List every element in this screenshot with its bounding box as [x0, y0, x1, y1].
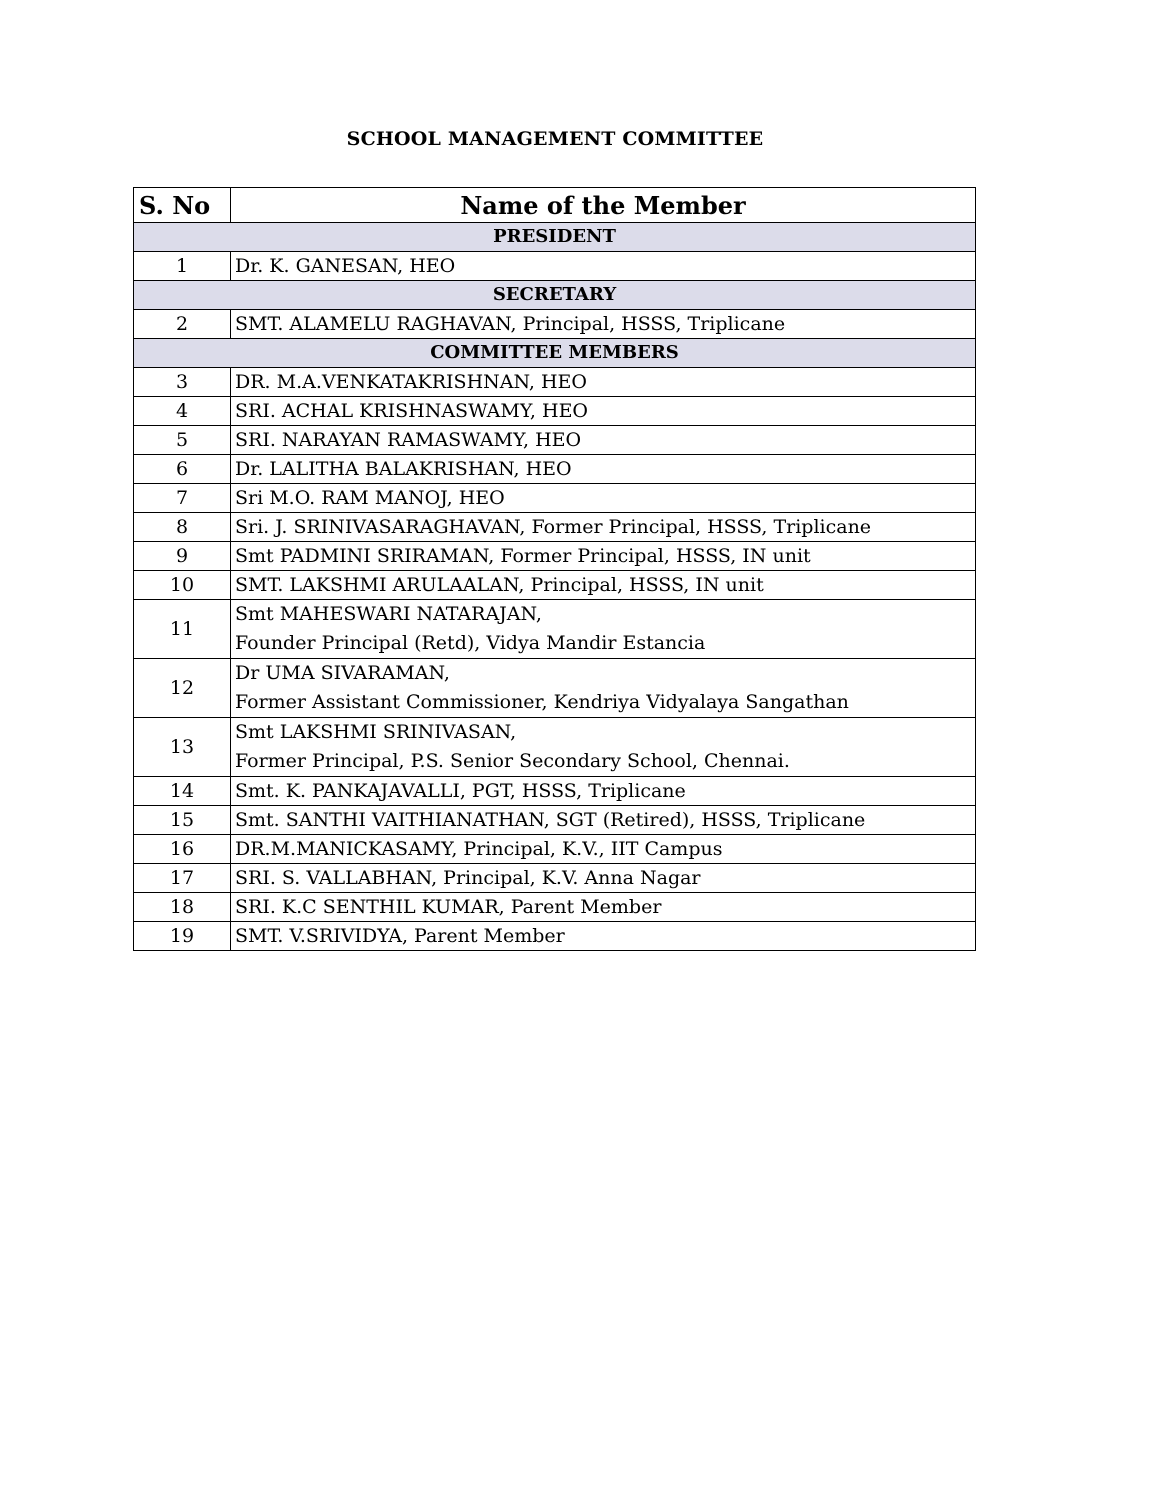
serial-number-cell: 17	[134, 864, 231, 893]
member-name-line: Dr UMA SIVARAMAN,	[235, 662, 450, 684]
table-row	[134, 922, 976, 951]
table-row	[134, 484, 976, 513]
table-row	[134, 310, 976, 339]
serial-number-cell: 8	[134, 513, 231, 542]
member-name-line: SRI. ACHAL KRISHNASWAMY, HEO	[235, 400, 589, 422]
serial-number-cell: 19	[134, 922, 231, 951]
member-name-line: SRI. K.C SENTHIL KUMAR, Parent Member	[235, 896, 662, 918]
member-name-cell	[231, 252, 976, 281]
section-row	[134, 223, 976, 252]
table-row	[134, 397, 976, 426]
serial-number-cell: 10	[134, 571, 231, 600]
serial-number-cell: 12	[134, 659, 231, 718]
section-row	[134, 281, 976, 310]
member-name-line: SRI. S. VALLABHAN, Principal, K.V. Anna Nagar	[235, 867, 701, 889]
member-name-cell	[231, 777, 976, 806]
member-name-cell	[231, 513, 976, 542]
serial-number-cell: 7	[134, 484, 231, 513]
member-name-line: SMT. ALAMELU RAGHAVAN, Principal, HSSS, Triplicane	[235, 313, 786, 335]
serial-number-cell: 15	[134, 806, 231, 835]
table-row	[134, 426, 976, 455]
serial-number-cell: 6	[134, 455, 231, 484]
member-name-line: Founder Principal (Retd), Vidya Mandir Estancia	[235, 632, 706, 654]
member-name-cell	[231, 718, 976, 777]
table-row	[134, 600, 976, 659]
table-row	[134, 455, 976, 484]
member-name-line: Smt PADMINI SRIRAMAN, Former Principal, HSSS, IN unit	[235, 545, 811, 567]
table-row	[134, 777, 976, 806]
member-name-cell	[231, 835, 976, 864]
table-row	[134, 368, 976, 397]
member-name-line: DR.M.MANICKASAMY, Principal, K.V., IIT Campus	[235, 838, 723, 860]
table-row	[134, 571, 976, 600]
member-name-cell	[231, 806, 976, 835]
member-name-line: Smt LAKSHMI SRINIVASAN,	[235, 721, 517, 743]
table-row	[134, 659, 976, 718]
table-row	[134, 542, 976, 571]
member-name-cell	[231, 571, 976, 600]
member-name-cell	[231, 310, 976, 339]
serial-number-cell: 1	[134, 252, 231, 281]
table-row	[134, 835, 976, 864]
section-heading: SECRETARY	[134, 281, 976, 310]
member-name-header: Name of the Member	[231, 188, 976, 223]
member-name-cell	[231, 368, 976, 397]
member-name-line: DR. M.A.VENKATAKRISHNAN, HEO	[235, 371, 587, 393]
serial-number-cell: 2	[134, 310, 231, 339]
member-name-cell	[231, 864, 976, 893]
member-name-cell	[231, 484, 976, 513]
member-name-cell	[231, 455, 976, 484]
member-name-line: Sri M.O. RAM MANOJ, HEO	[235, 487, 505, 509]
table-row	[134, 893, 976, 922]
serial-number-cell: 13	[134, 718, 231, 777]
table-row	[134, 513, 976, 542]
member-name-line: Former Principal, P.S. Senior Secondary School, Chennai.	[235, 750, 790, 772]
member-name-cell	[231, 426, 976, 455]
serial-number-cell: 16	[134, 835, 231, 864]
table-body	[134, 223, 976, 951]
serial-number-cell: 9	[134, 542, 231, 571]
member-name-line: Sri. J. SRINIVASARAGHAVAN, Former Principal, HSSS, Triplicane	[235, 516, 872, 538]
serial-number-cell: 14	[134, 777, 231, 806]
table-row	[134, 806, 976, 835]
serial-number-cell: 3	[134, 368, 231, 397]
serial-number-cell: 18	[134, 893, 231, 922]
member-name-line: Dr. LALITHA BALAKRISHAN, HEO	[235, 458, 572, 480]
member-name-cell	[231, 893, 976, 922]
member-name-line: Smt MAHESWARI NATARAJAN,	[235, 603, 542, 625]
member-name-line: Smt. K. PANKAJAVALLI, PGT, HSSS, Triplicane	[235, 780, 686, 802]
member-name-line: Former Assistant Commissioner, Kendriya Vidyalaya Sangathan	[235, 691, 849, 713]
document-title: SCHOOL MANAGEMENT COMMITTEE	[346, 128, 764, 150]
serial-number-header: S. No	[134, 188, 231, 223]
serial-number-cell: 11	[134, 600, 231, 659]
member-name-cell	[231, 542, 976, 571]
member-name-cell	[231, 397, 976, 426]
section-heading: COMMITTEE MEMBERS	[134, 339, 976, 368]
member-name-cell	[231, 922, 976, 951]
serial-number-cell: 4	[134, 397, 231, 426]
member-name-line: Dr. K. GANESAN, HEO	[235, 255, 456, 277]
member-name-line: SMT. V.SRIVIDYA, Parent Member	[235, 925, 565, 947]
section-heading: PRESIDENT	[134, 223, 976, 252]
member-name-line: SMT. LAKSHMI ARULAALAN, Principal, HSSS, IN unit	[235, 574, 764, 596]
member-name-line: Smt. SANTHI VAITHIANATHAN, SGT (Retired), HSSS, Triplicane	[235, 809, 866, 831]
committee-members-table	[133, 187, 976, 951]
section-row	[134, 339, 976, 368]
table-header-row	[134, 188, 976, 223]
member-name-line: SRI. NARAYAN RAMASWAMY, HEO	[235, 429, 582, 451]
member-name-cell	[231, 659, 976, 718]
serial-number-cell: 5	[134, 426, 231, 455]
table-row	[134, 252, 976, 281]
table-row	[134, 718, 976, 777]
table-row	[134, 864, 976, 893]
member-name-cell	[231, 600, 976, 659]
